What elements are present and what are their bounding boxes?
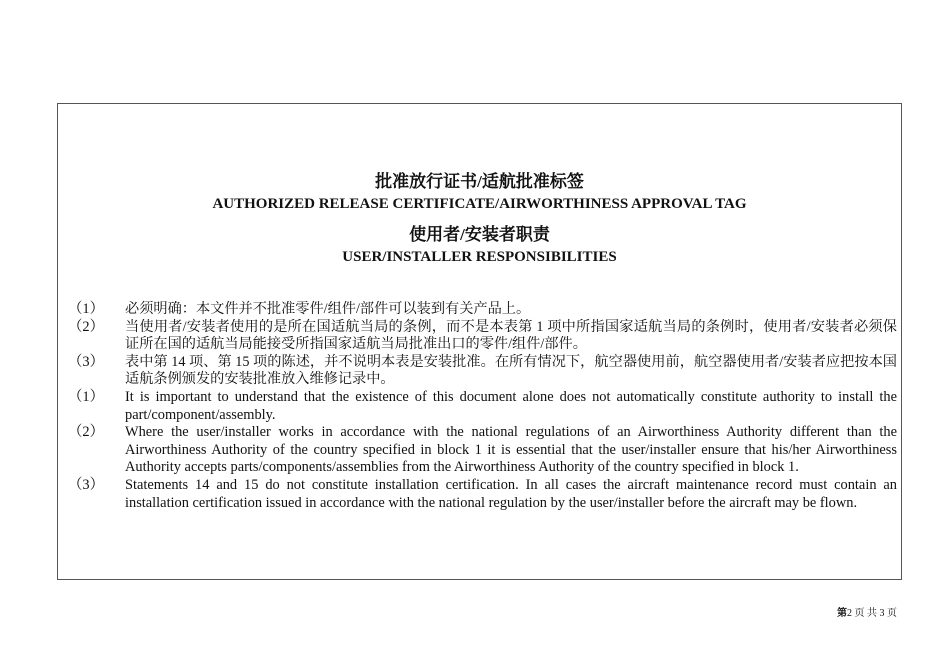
item-number: （3） bbox=[68, 353, 104, 370]
document-frame bbox=[57, 103, 902, 580]
item-text: 必须明确：本文件并不批准零件/组件/部件可以装到有关产品上。 bbox=[125, 301, 531, 317]
page-number-footer bbox=[837, 604, 897, 619]
list-item bbox=[68, 424, 897, 477]
responsibilities-list bbox=[68, 301, 897, 512]
item-text: 表中第 14 项、第 15 项的陈述，并不说明本表是安装批准。在所有情况下，航空器使用前，航空器使用者/安装者应把按本国适航条例颁发的安装批准放入维修记录中。 bbox=[125, 353, 897, 388]
title-cn: 批准放行证书/适航批准标签 bbox=[375, 172, 584, 191]
item-number: （1） bbox=[68, 301, 104, 317]
list-item bbox=[68, 301, 897, 319]
title-en: AUTHORIZED RELEASE CERTIFICATE/AIRWORTHINESS APPROVAL TAG bbox=[212, 196, 747, 212]
footer-middle: 页 共 bbox=[854, 608, 877, 619]
subtitle-cn: 使用者/安装者职责 bbox=[409, 225, 550, 244]
item-number: （2） bbox=[68, 424, 104, 441]
item-number: （1） bbox=[68, 388, 104, 405]
item-text: Statements 14 and 15 do not constitute installation certification. In all cases the aircraft maintenance record must contain an installation certification issued in accordance with the national regulation by the user/installer before the aircraft may be flown. bbox=[125, 476, 897, 511]
list-item bbox=[68, 319, 897, 354]
list-item bbox=[68, 389, 897, 424]
footer-prefix: 第 bbox=[837, 608, 847, 619]
footer-page: 2 bbox=[847, 608, 852, 619]
list-item bbox=[68, 477, 897, 512]
item-number: （2） bbox=[68, 318, 104, 335]
footer-total: 3 bbox=[879, 608, 885, 619]
list-item bbox=[68, 354, 897, 389]
item-text: It is important to understand that the existence of this document alone does not automatically constitute authority to install the part/component/assembly. bbox=[125, 388, 897, 423]
item-text: Where the user/installer works in accordance with the national regulations of an Airworthiness Authority different than the Airworthiness Authority of the country specified in block 1 it is essential that the user/installer ensure that his/her Airworthiness Authority accepts parts/components/assemblies from the Airworthiness Authority of the country specified in block 1. bbox=[125, 424, 897, 476]
subtitle-en: USER/INSTALLER RESPONSIBILITIES bbox=[342, 249, 617, 265]
item-number: （3） bbox=[68, 476, 104, 493]
footer-suffix: 页 bbox=[887, 608, 897, 619]
item-text: 当使用者/安装者使用的是所在国适航当局的条例，而不是本表第 1 项中所指国家适航当局的条例时，使用者/安装者必须保证所在国的适航当局能接受所指国家适航当局批准出口的零件/组件/部件。 bbox=[125, 318, 897, 353]
